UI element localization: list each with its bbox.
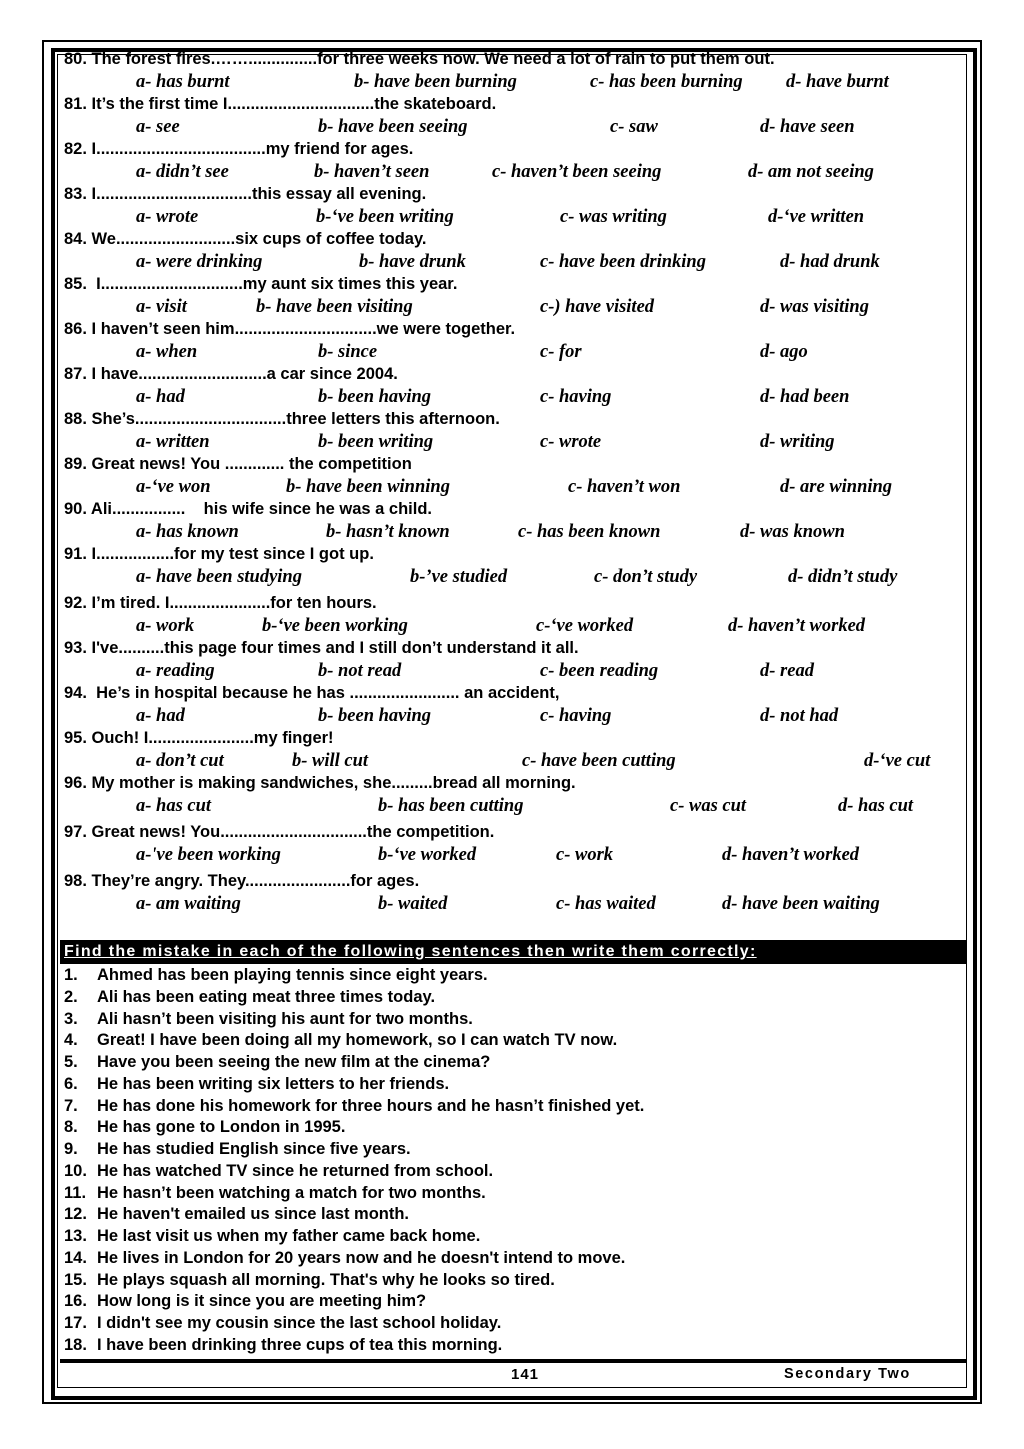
sentence-number: 15. [64, 1270, 87, 1289]
question-stem: 97. Great news! You................................the competition. [64, 823, 495, 841]
sentence-text: He has watched TV since he returned from school. [97, 1161, 494, 1180]
answer-option: b- haven’t seen [314, 162, 430, 182]
sentence-text: I didn't see my cousin since the last school holiday. [97, 1314, 502, 1332]
multiple-choice-section [64, 49, 964, 916]
answer-option: a- wrote [136, 207, 199, 227]
question-stem: 81. It’s the first time I................................the skateboard. [64, 95, 497, 113]
mistake-sentence [64, 1161, 964, 1183]
mistake-sentence [64, 1074, 964, 1096]
sentence-text: He has studied English since five years. [97, 1140, 411, 1158]
answer-options [64, 295, 964, 319]
answer-option: d-‘ve written [768, 207, 865, 227]
question-stem: 88. She’s.................................three letters this afternoon. [64, 410, 500, 428]
sentence-number: 18. [64, 1335, 87, 1354]
answer-option: b- been having [318, 706, 432, 726]
answer-option: b-‘ve worked [378, 845, 477, 865]
answer-options [64, 794, 964, 818]
mistake-sentence [64, 1052, 964, 1074]
answer-options [64, 430, 964, 454]
answer-option: d- not had [760, 706, 839, 726]
answer-option: a- were drinking [136, 252, 263, 272]
question-block [64, 728, 964, 773]
answer-option: c- saw [610, 117, 658, 137]
answer-option: d- didn’t study [788, 567, 898, 587]
sentence-number: 9. [64, 1140, 78, 1158]
mistake-sentence [64, 1204, 964, 1226]
sentence-text: Have you been seeing the new film at the cinema? [97, 1053, 491, 1071]
answer-options [64, 749, 964, 773]
answer-option: b- not read [318, 661, 402, 681]
question-block [64, 822, 964, 867]
answer-option: d- had been [760, 387, 850, 407]
sentence-number: 13. [64, 1227, 87, 1245]
answer-option: c- have been drinking [540, 252, 706, 272]
answer-option: c- have been cutting [522, 751, 676, 771]
question-block [64, 319, 964, 364]
question-stem: 92. I’m tired. I......................for ten hours. [64, 594, 377, 612]
answer-options [64, 843, 964, 867]
question-stem: 87. I have............................a car since 2004. [64, 365, 398, 383]
sentence-number: 1. [64, 966, 78, 984]
answer-option: a- written [136, 432, 210, 452]
answer-option: d- ago [760, 342, 808, 362]
answer-options [64, 115, 964, 139]
question-stem: 89. Great news! You ............. the competition [64, 455, 412, 473]
sentence-number: 16. [64, 1292, 87, 1311]
answer-option: c- has been burning [590, 72, 743, 92]
question-stem: 80. The forest fires.……...............for three weeks now. We need a lot of rain to put them out. [64, 50, 775, 68]
mistake-sentence [64, 1226, 964, 1248]
answer-option: c- been reading [540, 661, 659, 681]
sentence-text: He has done his homework for three hours and he hasn’t finished yet. [97, 1096, 645, 1115]
answer-option: d- haven’t worked [722, 845, 860, 865]
mistake-sentence [64, 1096, 964, 1118]
mistake-sentence [64, 1183, 964, 1205]
answer-option: c- don’t study [594, 567, 698, 587]
sentence-text: He hasn’t been watching a match for two months. [97, 1183, 486, 1202]
answer-option: d- had drunk [780, 252, 880, 272]
section-heading: Find the mistake in each of the following sentences then write them correctly: [60, 940, 966, 964]
sentence-text: He lives in London for 20 years now and he doesn't intend to move. [97, 1248, 626, 1267]
sentence-number: 14. [64, 1248, 87, 1267]
mistakes-list [64, 965, 964, 1357]
sentence-text: Great! I have been doing all my homework, so I can watch TV now. [97, 1031, 618, 1050]
answer-option: d- writing [760, 432, 835, 452]
sentence-number: 4. [64, 1031, 78, 1050]
answer-option: c- has been known [518, 522, 661, 542]
question-stem: 98. They’re angry. They.......................for ages. [64, 872, 420, 890]
answer-option: a- has cut [136, 796, 212, 816]
question-stem: 84. We..........................six cups of coffee today. [64, 230, 427, 248]
mistake-sentence [64, 1335, 964, 1357]
question-block [64, 773, 964, 818]
question-block [64, 364, 964, 409]
answer-option: a- reading [136, 661, 215, 681]
answer-option: d- am not seeing [748, 162, 874, 182]
answer-option: a- have been studying [136, 567, 302, 587]
sentence-number: 2. [64, 987, 78, 1006]
answer-options [64, 892, 964, 916]
answer-option: b- will cut [292, 751, 369, 771]
question-block [64, 638, 964, 683]
answer-option: c- has waited [556, 894, 656, 914]
question-stem: 82. I.....................................my friend for ages. [64, 140, 414, 158]
answer-option: b- waited [378, 894, 448, 914]
question-block [64, 544, 964, 589]
answer-option: b-’ve studied [410, 567, 508, 587]
question-block [64, 409, 964, 454]
mistake-sentence [64, 1248, 964, 1270]
answer-option: a-‘ve won [136, 477, 211, 497]
answer-option: d- are winning [780, 477, 893, 497]
answer-option: a- work [136, 616, 195, 636]
answer-options [64, 250, 964, 274]
sentence-number: 5. [64, 1053, 78, 1071]
answer-option: b- been having [318, 387, 432, 407]
answer-option: a- had [136, 706, 185, 726]
answer-option: c-) have visited [540, 297, 655, 317]
answer-options [64, 70, 964, 94]
mistake-sentence [64, 1009, 964, 1031]
question-block [64, 593, 964, 638]
answer-option: a- has known [136, 522, 239, 542]
answer-option: b- have drunk [359, 252, 466, 272]
answer-options [64, 205, 964, 229]
answer-option: a- don’t cut [136, 751, 224, 771]
answer-options [64, 659, 964, 683]
sentence-text: He has been writing six letters to her friends. [97, 1074, 450, 1093]
answer-option: a- didn’t see [136, 162, 229, 182]
answer-option: d- has cut [838, 796, 914, 816]
sentence-number: 17. [64, 1314, 87, 1332]
question-stem: 85. I...............................my aunt six times this year. [64, 275, 458, 293]
answer-option: a-'ve been working [136, 845, 281, 865]
answer-option: b-‘ve been writing [316, 207, 454, 227]
footer-label: Secondary Two [784, 1366, 911, 1382]
sentence-text: Ali has been eating meat three times today. [97, 987, 436, 1006]
mistake-sentence [64, 1117, 964, 1139]
answer-options [64, 340, 964, 364]
question-block [64, 274, 964, 319]
answer-option: b- have been seeing [318, 117, 468, 137]
sentence-number: 11. [64, 1183, 87, 1202]
sentence-text: How long is it since you are meeting him? [97, 1292, 427, 1311]
sentence-text: He last visit us when my father came back home. [97, 1227, 481, 1245]
answer-option: a- see [136, 117, 180, 137]
answer-option: a- had [136, 387, 185, 407]
question-stem: 96. My mother is making sandwiches, she.........bread all morning. [64, 774, 576, 792]
sentence-text: He has gone to London in 1995. [97, 1118, 346, 1137]
question-block [64, 683, 964, 728]
answer-option: a- when [136, 342, 198, 362]
answer-option: a- visit [136, 297, 187, 317]
mistake-sentence [64, 987, 964, 1009]
question-stem: 93. I've..........this page four times and I still don’t understand it all. [64, 639, 579, 657]
question-block [64, 229, 964, 274]
mistake-sentence [64, 1030, 964, 1052]
question-block [64, 139, 964, 184]
answer-option: c- wrote [540, 432, 602, 452]
answer-option: c- for [540, 342, 582, 362]
answer-option: c- work [556, 845, 614, 865]
sentence-number: 7. [64, 1096, 78, 1115]
answer-option: b- have been winning [286, 477, 450, 497]
question-block [64, 871, 964, 916]
mistake-sentence [64, 965, 964, 987]
answer-option: d- read [760, 661, 814, 681]
answer-option: a- am waiting [136, 894, 241, 914]
sentence-text: Ahmed has been playing tennis since eight years. [97, 966, 488, 984]
question-block [64, 454, 964, 499]
answer-option: d- was known [740, 522, 845, 542]
sentence-text: He haven't emailed us since last month. [97, 1205, 410, 1224]
answer-option: d- haven’t worked [728, 616, 866, 636]
answer-option: b- have been burning [354, 72, 517, 92]
answer-option: d- have burnt [786, 72, 889, 92]
answer-option: d- have seen [760, 117, 855, 137]
sentence-text: I have been drinking three cups of tea this morning. [97, 1335, 503, 1354]
sentence-number: 6. [64, 1074, 78, 1093]
page-number: 141 [511, 1366, 540, 1383]
answer-option: b-‘ve been working [262, 616, 408, 636]
answer-options [64, 614, 964, 638]
answer-option: c-‘ve worked [536, 616, 634, 636]
answer-options [64, 385, 964, 409]
mistake-sentence [64, 1139, 964, 1161]
answer-option: c- having [540, 387, 612, 407]
answer-option: d- was visiting [760, 297, 869, 317]
sentence-number: 12. [64, 1205, 87, 1224]
answer-option: c- was writing [560, 207, 667, 227]
answer-option: c- haven’t won [568, 477, 681, 497]
answer-options [64, 160, 964, 184]
sentence-text: He plays squash all morning. That's why he looks so tired. [97, 1270, 555, 1289]
question-block [64, 499, 964, 544]
question-block [64, 94, 964, 139]
question-stem: 91. I.................for my test since I got up. [64, 545, 374, 563]
footer-rule [60, 1359, 966, 1363]
sentence-number: 3. [64, 1009, 78, 1028]
answer-option: c- haven’t been seeing [492, 162, 662, 182]
answer-options [64, 704, 964, 728]
answer-options [64, 520, 964, 544]
question-stem: 90. Ali................ his wife since he was a child. [64, 500, 433, 518]
question-stem: 86. I haven’t seen him...............................we were together. [64, 320, 516, 338]
answer-option: d- have been waiting [722, 894, 880, 914]
mistake-sentence [64, 1291, 964, 1313]
answer-option: b- hasn’t known [326, 522, 450, 542]
answer-option: b- have been visiting [256, 297, 413, 317]
question-stem: 83. I..................................this essay all evening. [64, 185, 427, 203]
answer-option: a- has burnt [136, 72, 230, 92]
answer-option: b- since [318, 342, 378, 362]
answer-option: c- was cut [670, 796, 747, 816]
sentence-text: Ali hasn’t been visiting his aunt for two months. [97, 1009, 473, 1028]
answer-option: b- been writing [318, 432, 434, 452]
answer-option: d-‘ve cut [864, 751, 931, 771]
question-block [64, 49, 964, 94]
answer-options [64, 565, 964, 589]
mistake-sentence [64, 1270, 964, 1292]
question-stem: 95. Ouch! I.......................my finger! [64, 729, 334, 747]
answer-options [64, 475, 964, 499]
answer-option: b- has been cutting [378, 796, 524, 816]
sentence-number: 8. [64, 1118, 78, 1137]
answer-option: c- having [540, 706, 612, 726]
mistake-sentence [64, 1313, 964, 1335]
sentence-number: 10. [64, 1161, 87, 1180]
question-block [64, 184, 964, 229]
question-stem: 94. He’s in hospital because he has ........................ an accident, [64, 684, 560, 702]
